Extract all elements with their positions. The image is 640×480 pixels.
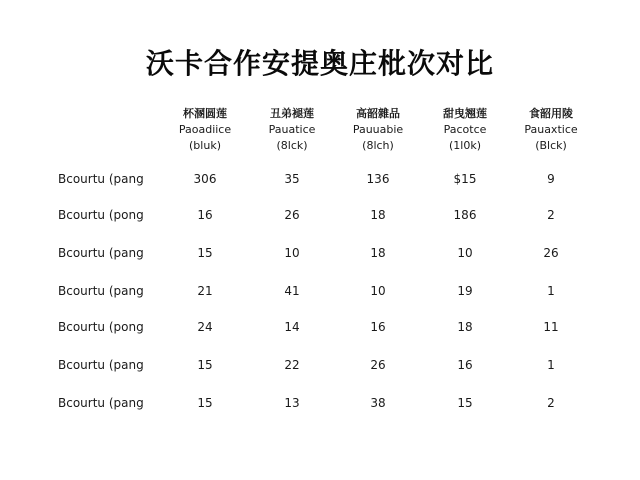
column-header-unit: (8lck) <box>276 139 308 152</box>
table-cell: 19 <box>457 284 473 298</box>
table-cell: 26 <box>284 208 300 222</box>
column-header-unit: (bluk) <box>189 139 221 152</box>
column-header-latin: Paoadiice <box>178 123 232 136</box>
column-header-latin: Pauuabie <box>352 123 404 136</box>
column-header-unit: (Blck) <box>535 139 567 152</box>
column-header-unit: (8lch) <box>362 139 394 152</box>
row-label: Bcourtu (pong <box>58 208 144 222</box>
table-cell: 24 <box>197 320 213 334</box>
table-cell: 14 <box>284 320 300 334</box>
table-cell: 136 <box>366 172 390 186</box>
table-cell: 1 <box>547 358 555 372</box>
column-header-unit: (1l0k) <box>448 139 481 152</box>
table-cell: 22 <box>284 358 300 372</box>
column-header-cjk: 甜曳翘莲 <box>443 107 487 120</box>
table-cell: 13 <box>284 396 300 410</box>
column-header-cjk: 食韶用陵 <box>529 107 573 120</box>
column-header-cjk: 丑弟褪莲 <box>270 107 314 120</box>
table-cell: 41 <box>284 284 300 298</box>
table-cell: 18 <box>370 246 386 260</box>
table-cell: 10 <box>370 284 386 298</box>
column-header-cjk: 杯溷圆莲 <box>183 107 227 120</box>
row-label: Bcourtu (pang <box>58 284 144 298</box>
row-label: Bcourtu (pang <box>58 396 144 410</box>
table-cell: 186 <box>453 208 477 222</box>
column-header-latin: Pacotce <box>443 123 487 136</box>
table-cell: 18 <box>457 320 473 334</box>
table-cell: 16 <box>370 320 386 334</box>
table-cell: 16 <box>457 358 473 372</box>
column-header-5 <box>496 106 606 154</box>
column-header-cjk: 高韶雜品 <box>356 107 400 120</box>
row-label: Bcourtu (pang <box>58 172 144 186</box>
table-cell: 16 <box>197 208 213 222</box>
table-cell: 10 <box>457 246 473 260</box>
row-label: Bcourtu (pang <box>58 246 144 260</box>
table-cell: 10 <box>284 246 300 260</box>
table-cell: 11 <box>543 320 559 334</box>
table-cell: 15 <box>197 358 213 372</box>
table-cell: 21 <box>197 284 213 298</box>
table-cell: 15 <box>197 396 213 410</box>
table-cell: 26 <box>370 358 386 372</box>
table-cell: 9 <box>547 172 555 186</box>
column-header-latin: Pauaxtice <box>524 123 578 136</box>
row-label: Bcourtu (pong <box>58 320 144 334</box>
column-header-latin: Pauatice <box>268 123 316 136</box>
table-cell: $15 <box>453 172 477 186</box>
table-cell: 26 <box>543 246 559 260</box>
table-cell: 18 <box>370 208 386 222</box>
table-cell: 35 <box>284 172 300 186</box>
table-cell: 38 <box>370 396 386 410</box>
table-cell: 2 <box>547 208 555 222</box>
table-cell: 1 <box>547 284 555 298</box>
row-label: Bcourtu (pang <box>58 358 144 372</box>
table-cell: 2 <box>547 396 555 410</box>
table-cell: 15 <box>457 396 473 410</box>
table-cell: 15 <box>197 246 213 260</box>
table-cell: 306 <box>193 172 217 186</box>
page-title: 沃卡合作安提奥庄枇次对比 <box>145 47 494 80</box>
